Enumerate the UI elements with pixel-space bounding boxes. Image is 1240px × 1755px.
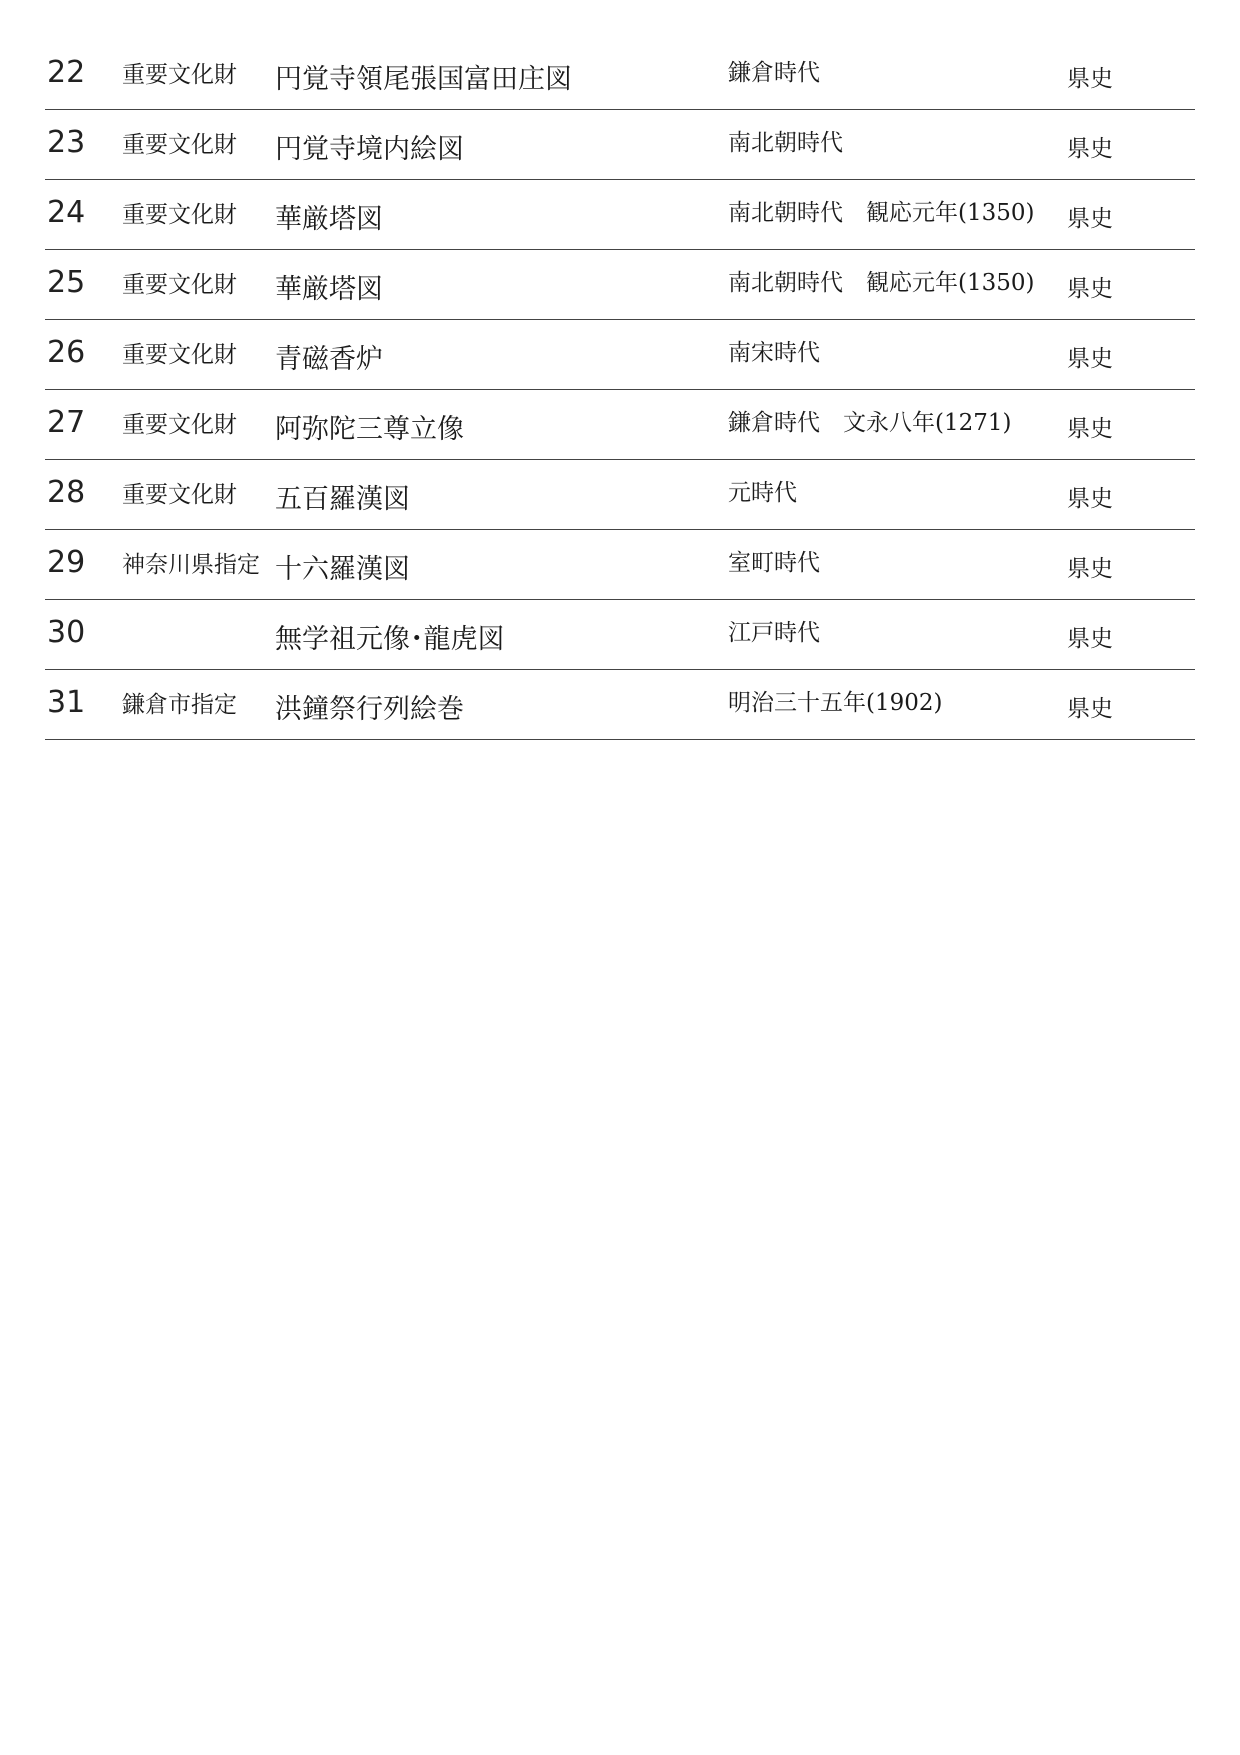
item-period: 南宋時代 — [728, 340, 820, 366]
item-period: 鎌倉時代 — [728, 60, 820, 86]
item-designation: 鎌倉市指定 — [122, 692, 237, 718]
item-number: 30 — [47, 615, 86, 650]
list-item — [45, 110, 1195, 180]
item-period: 南北朝時代 — [728, 130, 843, 156]
item-number: 28 — [47, 475, 86, 510]
list-item — [45, 320, 1195, 390]
item-source: 県史 — [1067, 66, 1113, 92]
item-designation: 重要文化財 — [122, 342, 237, 368]
item-title: 華厳塔図 — [275, 204, 383, 235]
list-item — [45, 600, 1195, 670]
item-number: 22 — [47, 55, 86, 90]
item-designation: 重要文化財 — [122, 272, 237, 298]
item-number: 31 — [47, 685, 86, 720]
item-period: 元時代 — [728, 480, 797, 506]
item-number: 23 — [47, 125, 86, 160]
list-item — [45, 530, 1195, 600]
item-number: 25 — [47, 265, 86, 300]
item-source: 県史 — [1067, 556, 1113, 582]
item-period: 江戸時代 — [728, 620, 820, 646]
item-period: 南北朝時代 観応元年(1350) — [728, 200, 1035, 226]
list-item — [45, 390, 1195, 460]
item-source: 県史 — [1067, 486, 1113, 512]
item-title: 五百羅漢図 — [275, 484, 410, 515]
item-designation: 重要文化財 — [122, 412, 237, 438]
item-source: 県史 — [1067, 136, 1113, 162]
list-item — [45, 180, 1195, 250]
item-source: 県史 — [1067, 346, 1113, 372]
item-source: 県史 — [1067, 696, 1113, 722]
item-source: 県史 — [1067, 416, 1113, 442]
item-designation: 重要文化財 — [122, 482, 237, 508]
item-number: 24 — [47, 195, 86, 230]
list-item — [45, 250, 1195, 320]
item-period: 鎌倉時代 文永八年(1271) — [728, 410, 1012, 436]
item-title: 十六羅漢図 — [275, 554, 410, 585]
item-designation: 重要文化財 — [122, 132, 237, 158]
item-title: 青磁香炉 — [275, 344, 383, 375]
item-number: 27 — [47, 405, 86, 440]
item-source: 県史 — [1067, 626, 1113, 652]
item-title: 阿弥陀三尊立像 — [275, 414, 464, 445]
item-designation: 重要文化財 — [122, 62, 237, 88]
item-period: 南北朝時代 観応元年(1350) — [728, 270, 1035, 296]
item-source: 県史 — [1067, 276, 1113, 302]
item-title: 無学祖元像･龍虎図 — [275, 624, 505, 655]
item-source: 県史 — [1067, 206, 1113, 232]
item-designation: 神奈川県指定 — [122, 552, 260, 578]
item-period: 室町時代 — [728, 550, 820, 576]
item-title: 華厳塔図 — [275, 274, 383, 305]
list-item — [45, 460, 1195, 530]
item-designation: 重要文化財 — [122, 202, 237, 228]
cultural-property-list — [45, 40, 1195, 740]
item-title: 円覚寺境内絵図 — [275, 134, 464, 165]
item-title: 円覚寺領尾張国富田庄図 — [275, 64, 572, 95]
list-item — [45, 40, 1195, 110]
list-item — [45, 670, 1195, 740]
item-title: 洪鐘祭行列絵巻 — [275, 694, 464, 725]
item-number: 29 — [47, 545, 86, 580]
item-number: 26 — [47, 335, 86, 370]
item-period: 明治三十五年(1902) — [728, 690, 943, 716]
